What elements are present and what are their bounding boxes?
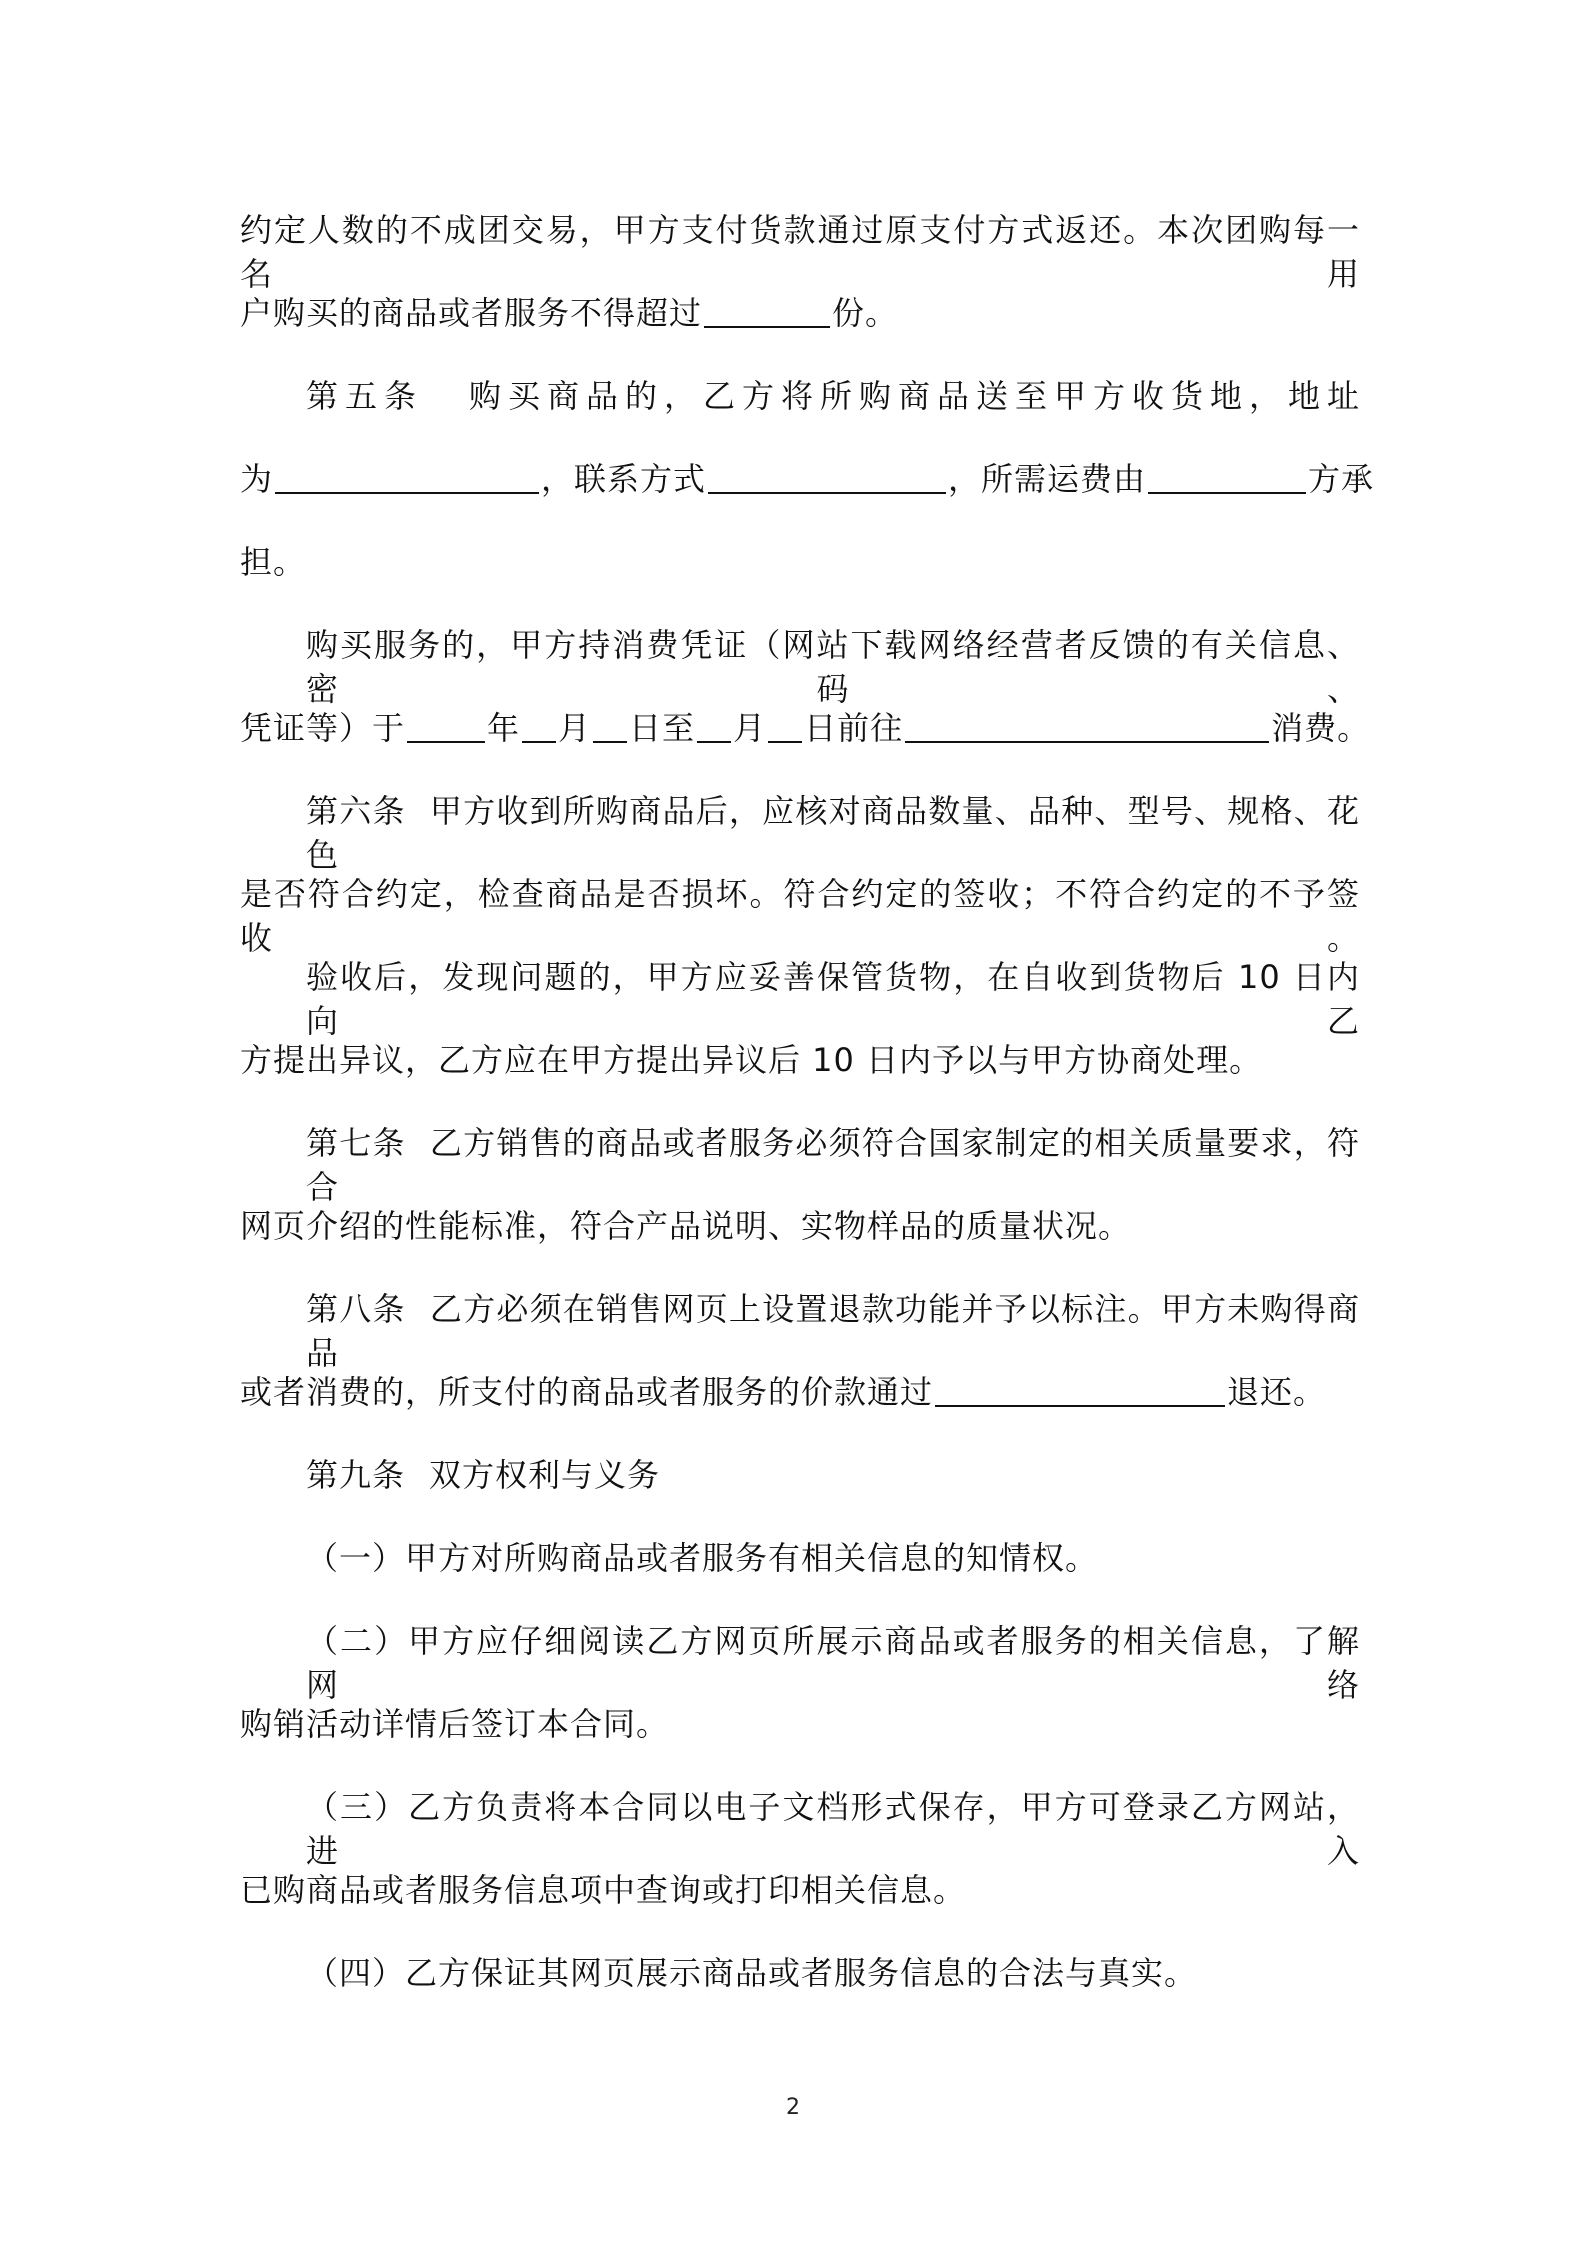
text-go-to: 日前往 [804, 709, 904, 747]
text-p1-line2b: 份。 [832, 294, 899, 332]
blank-refund-method-field[interactable] [935, 1371, 1225, 1407]
paragraph-line [240, 291, 1360, 335]
article-7-line1 [306, 1121, 1360, 1209]
blank-end-day-field[interactable] [768, 707, 802, 743]
text-year: 年 [487, 709, 521, 747]
text-freight-label: ，所需运费由 [948, 460, 1147, 498]
inspection-line1 [306, 955, 1360, 1043]
item-1-text: （一）甲方对所购商品或者服务有相关信息的知情权。 [306, 1539, 1099, 1577]
article-7-text: 乙方销售的商品或者服务必须符合国家制定的相关质量要求，符合 [306, 1124, 1360, 1206]
article-5-line2 [240, 457, 1375, 501]
article-5-text: 购买商品的，乙方将所购商品送至甲方收货地，地址 [463, 377, 1360, 415]
inspection-line2 [240, 1038, 1360, 1082]
blank-month-field[interactable] [522, 707, 556, 743]
text-dan: 担。 [240, 543, 307, 581]
text-day-to: 日至 [629, 709, 696, 747]
inspection-text-1: 验收后，发现问题的，甲方应妥善保管货物，在自收到货物后 10 日内向乙 [306, 958, 1360, 1040]
item-2-text-2: 购销活动详情后签订本合同。 [240, 1705, 670, 1743]
blank-freight-party-field[interactable] [1148, 458, 1306, 494]
item-3-text-2: 已购商品或者服务信息项中查询或打印相关信息。 [240, 1871, 967, 1909]
blank-contact-field[interactable] [708, 458, 946, 494]
article-6-label: 第六条 [306, 792, 406, 830]
text-refund: 退还。 [1227, 1373, 1327, 1411]
text-p1-line2a: 户购买的商品或者服务不得超过 [240, 294, 703, 332]
article-6-line2 [240, 872, 1360, 960]
article-8-text-2: 或者消费的，所支付的商品或者服务的价款通过 [240, 1373, 934, 1411]
article-5-line1 [306, 374, 1360, 418]
blank-year-field[interactable] [407, 707, 485, 743]
list-item [306, 1951, 1360, 1995]
list-item [306, 1785, 1360, 1873]
text-end-month: 月 [733, 709, 767, 747]
article-6-line1 [306, 789, 1360, 877]
text-p1-line1: 约定人数的不成团交易，甲方支付货款通过原支付方式返还。本次团购每一名用 [240, 211, 1360, 293]
blank-venue-field[interactable] [905, 707, 1269, 743]
article-8-label: 第八条 [306, 1290, 406, 1328]
list-item [306, 1619, 1360, 1707]
article-6-text: 甲方收到所购商品后，应核对商品数量、品种、型号、规格、花色 [306, 792, 1360, 874]
list-item [306, 1536, 1360, 1580]
text-service-line1: 购买服务的，甲方持消费凭证（网站下载网络经营者反馈的有关信息、密码、 [306, 626, 1360, 708]
blank-address-field[interactable] [275, 458, 539, 494]
text-fang-cheng: 方承 [1308, 460, 1375, 498]
article-5-line3 [240, 540, 1360, 584]
article-5-label: 第五条 [306, 377, 423, 415]
article-7-label: 第七条 [306, 1124, 406, 1162]
item-2-text-1: （二）甲方应仔细阅读乙方网页所展示商品或者服务的相关信息，了解网络 [306, 1622, 1360, 1704]
text-month: 月 [558, 709, 592, 747]
text-voucher: 凭证等）于 [240, 709, 406, 747]
service-line1 [306, 623, 1360, 711]
blank-quantity-field[interactable] [704, 292, 830, 328]
item-4-text: （四）乙方保证其网页展示商品或者服务信息的合法与真实。 [306, 1954, 1198, 1992]
service-line2 [240, 706, 1371, 750]
page-number: 2 [786, 2095, 800, 2120]
article-7-text-2: 网页介绍的性能标准，符合产品说明、实物样品的质量状况。 [240, 1207, 1132, 1245]
text-consume: 消费。 [1271, 709, 1371, 747]
blank-end-month-field[interactable] [697, 707, 731, 743]
item-3-text-1: （三）乙方负责将本合同以电子文档形式保存，甲方可登录乙方网站，进入 [306, 1788, 1360, 1870]
article-9-label: 第九条 [306, 1456, 406, 1494]
article-8-line1 [306, 1287, 1360, 1375]
paragraph-line [240, 208, 1360, 296]
article-7-line2 [240, 1204, 1360, 1248]
blank-day-field[interactable] [593, 707, 627, 743]
article-6-text-2: 是否符合约定，检查商品是否损坏。符合约定的签收；不符合约定的不予签收。 [240, 875, 1360, 957]
article-8-text: 乙方必须在销售网页上设置退款功能并予以标注。甲方未购得商品 [306, 1290, 1360, 1372]
text-contact-label: ，联系方式 [541, 460, 707, 498]
article-8-line2 [240, 1370, 1360, 1414]
text-wei: 为 [240, 460, 274, 498]
article-9-heading [306, 1453, 1360, 1497]
inspection-text-2: 方提出异议，乙方应在甲方提出异议后 10 日内予以与甲方协商处理。 [240, 1041, 1263, 1079]
article-9-title: 双方权利与义务 [429, 1456, 661, 1494]
list-item-continuation [240, 1868, 1360, 1912]
list-item-continuation [240, 1702, 1360, 1746]
